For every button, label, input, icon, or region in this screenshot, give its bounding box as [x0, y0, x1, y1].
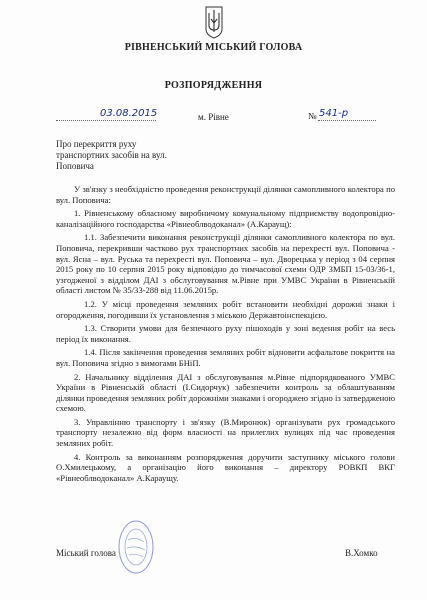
paragraph-1-2: 1.2. У місці проведення земляних робіт встановити необхідні дорожні знаки і огородження, погодивши їх установлення з міською Державтоінспекцією.	[56, 298, 395, 320]
date-dotted-line	[56, 120, 156, 121]
paragraph-1-1: 1.1. Забезпечити виконання реконструкції ділянки самопливного колектора по вул. Поповича, перекривши частково рух транспортних засобів на перехресті вул. Поповича - вул. Ясна – вул. Руська та перехресті вул. Поповича – вул. Дворецька у період з 04 серпня 2015 року по 10 серпня 2015 року відповідно до тимчасової схеми ОДР ЗМБП 15-03/36-1, узгодженої з відділом ДАІ з обслуговування м.Рівне при УМВС України в Рівненській області листом № 35/33-288 від 11.06.2015р.	[56, 232, 395, 296]
number-sign: №	[308, 111, 317, 121]
paragraph-1-3: 1.3. Створити умови для безпечного руху пішоходів у зоні ведення робіт на весь період їх виконання.	[56, 323, 395, 344]
paragraph-1-4: 1.4. Після закінчення проведення земляних робіт відновити асфальтове покриття на вул. Поповича згідно з вимогами БНіП.	[56, 347, 395, 368]
paragraph-4: 4. Контроль за виконанням розпорядження доручити заступнику міського голови О.Хмилецькому, а організацію його виконання – директору РОВКП ВКГ «Рівнеоблводоканал» А.Караущу.	[56, 451, 395, 483]
paragraph-2: 2. Начальнику відділення ДАІ з обслуговування м.Рівне підпорядкованого УМВС України в Рівненській області (І.Сидорчук) забезпечити контроль за облаштуванням ділянки проведення земляних робіт дорожніми знаками і огороджею згідно із затвердженою схемою.	[56, 371, 395, 414]
city-label: м. Рівне	[198, 112, 229, 122]
intro-paragraph: У зв'язку з необхідністю проведення реконструкції ділянки самопливного колектора по вул. Поповича:	[56, 184, 395, 205]
authority-title: РІВНЕНСЬКИЙ МІСЬКИЙ ГОЛОВА	[124, 42, 303, 53]
number-dotted-line	[318, 120, 376, 121]
signatory-title: Міський голова	[56, 548, 116, 558]
document-subject: Про перекриття руху транспортних засобів на вул. Поповича	[56, 139, 167, 171]
signatory-name: В.Хомко	[345, 548, 378, 558]
handwritten-date: 03.08.2015	[100, 108, 158, 119]
document-type-title: РОЗПОРЯДЖЕННЯ	[164, 80, 263, 91]
paragraph-3: 3. Управлінню транспорту і зв'язку (В.Миронюк) організувати рух громадського транспорту незалежно від форм власності на прилеглих вулицях під час проведення земляних робіт.	[56, 416, 395, 449]
paragraph-1: 1. Рівненському обласному виробничому комунальному підприємству водопровідно-каналізаційного господарства «Рівнеоблводоканал» (А.Караущ):	[56, 208, 395, 229]
round-seal-stamp-icon	[116, 518, 156, 576]
document-body	[56, 184, 395, 486]
trident-coat-of-arms-icon	[204, 5, 224, 39]
handwritten-number: 541-р	[319, 108, 349, 119]
